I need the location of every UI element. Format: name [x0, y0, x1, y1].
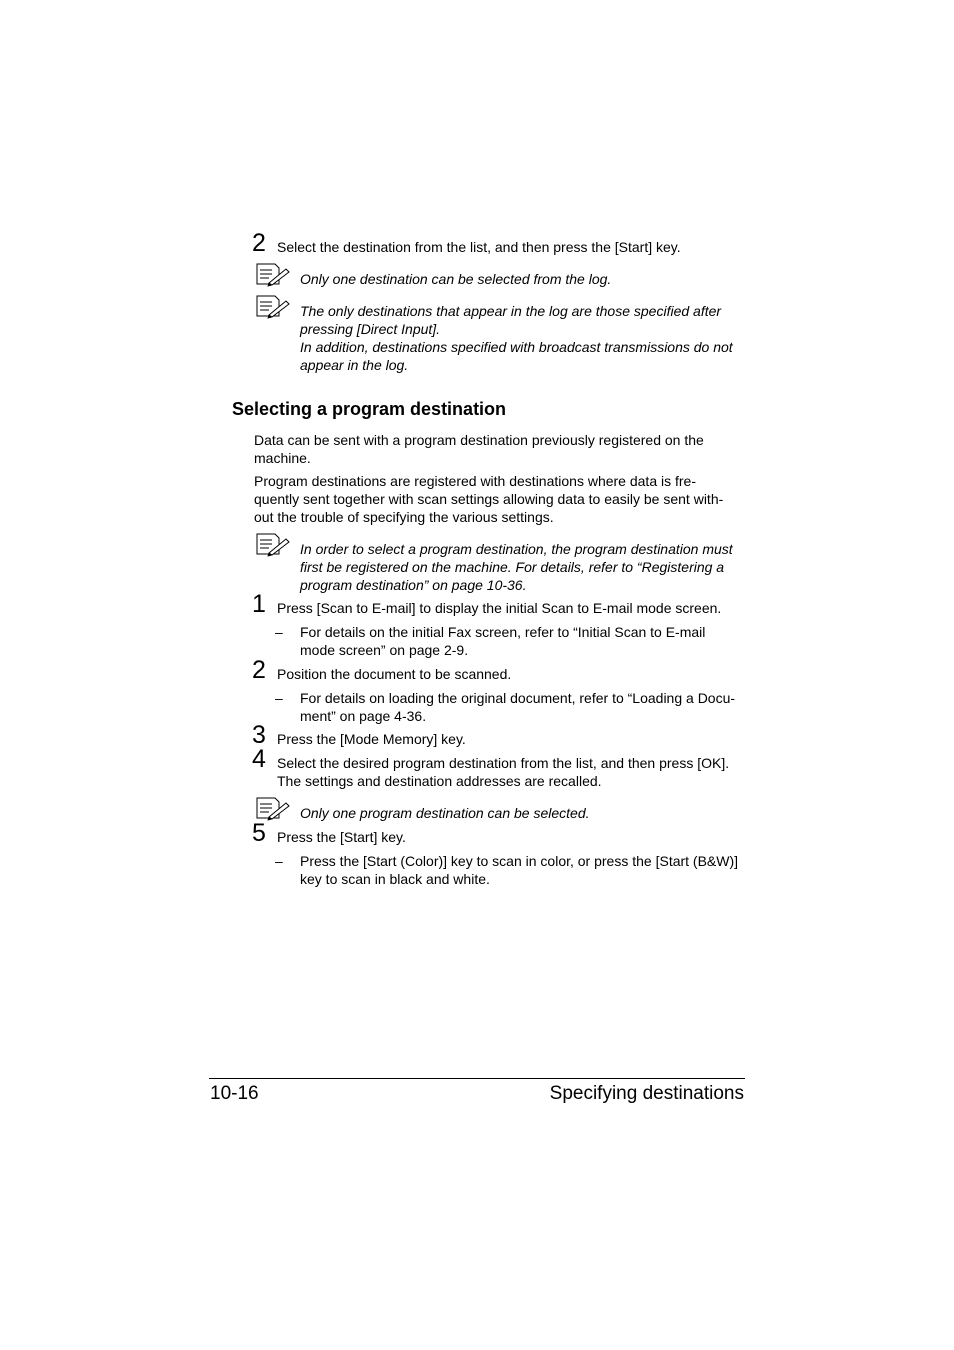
note-text: In order to select a program destination, the program destination must first be registered on the machine. For details, refer to “Registering a program destination” on page 10-36.: [300, 541, 733, 593]
sub-step-text: For details on the initial Fax screen, refer to “Initial Scan to E-mail mode screen” on page 2-9.: [300, 624, 706, 658]
bullet-dash: –: [275, 690, 283, 706]
note-pencil-icon: [255, 263, 291, 287]
section-title: Selecting a program destination: [232, 399, 507, 419]
step-number: 2: [252, 229, 266, 257]
step-number: 2: [252, 656, 266, 684]
note-text: Only one program destination can be selected.: [300, 805, 590, 821]
note-pencil-icon: [255, 295, 291, 319]
step-number: 3: [252, 721, 266, 749]
step-number: 4: [252, 745, 266, 773]
chapter-title: Specifying destinations: [549, 1083, 744, 1104]
note-text: The only destinations that appear in the log are those specified after pressing [Direct Input]. In addition, destinations specified with broadcast transmissions do not appear in the log.: [300, 303, 733, 373]
note-pencil-icon: [255, 797, 291, 821]
step-text: Select the destination from the list, and then press the [Start] key.: [277, 239, 681, 255]
step-text: Select the desired program destination from the list, and then press [OK]. The settings and destination addresses are recalled.: [277, 755, 730, 789]
page-number: 10-16: [210, 1083, 259, 1104]
paragraph: Data can be sent with a program destination previously registered on the machine.: [254, 432, 704, 466]
step-number: 1: [252, 590, 266, 618]
step-text: Press the [Start] key.: [277, 829, 406, 845]
note-text: Only one destination can be selected from the log.: [300, 271, 612, 287]
bullet-dash: –: [275, 853, 283, 869]
sub-step-text: Press the [Start (Color)] key to scan in color, or press the [Start (B&W)] key to scan in black and white.: [300, 853, 739, 887]
step-text: Press [Scan to E-mail] to display the initial Scan to E-mail mode screen.: [277, 600, 722, 616]
step-text: Position the document to be scanned.: [277, 666, 512, 682]
footer-divider: [209, 1078, 745, 1079]
step-text: Press the [Mode Memory] key.: [277, 731, 466, 747]
step-number: 5: [252, 819, 266, 847]
paragraph: Program destinations are registered with destinations where data is fre- quently sent together with scan settings allowing data to easily be sent with- out the trouble of specifying the various settings.: [254, 473, 724, 525]
sub-step-text: For details on loading the original document, refer to “Loading a Docu- ment” on page 4-36.: [300, 690, 736, 724]
note-pencil-icon: [255, 533, 291, 557]
bullet-dash: –: [275, 624, 283, 640]
